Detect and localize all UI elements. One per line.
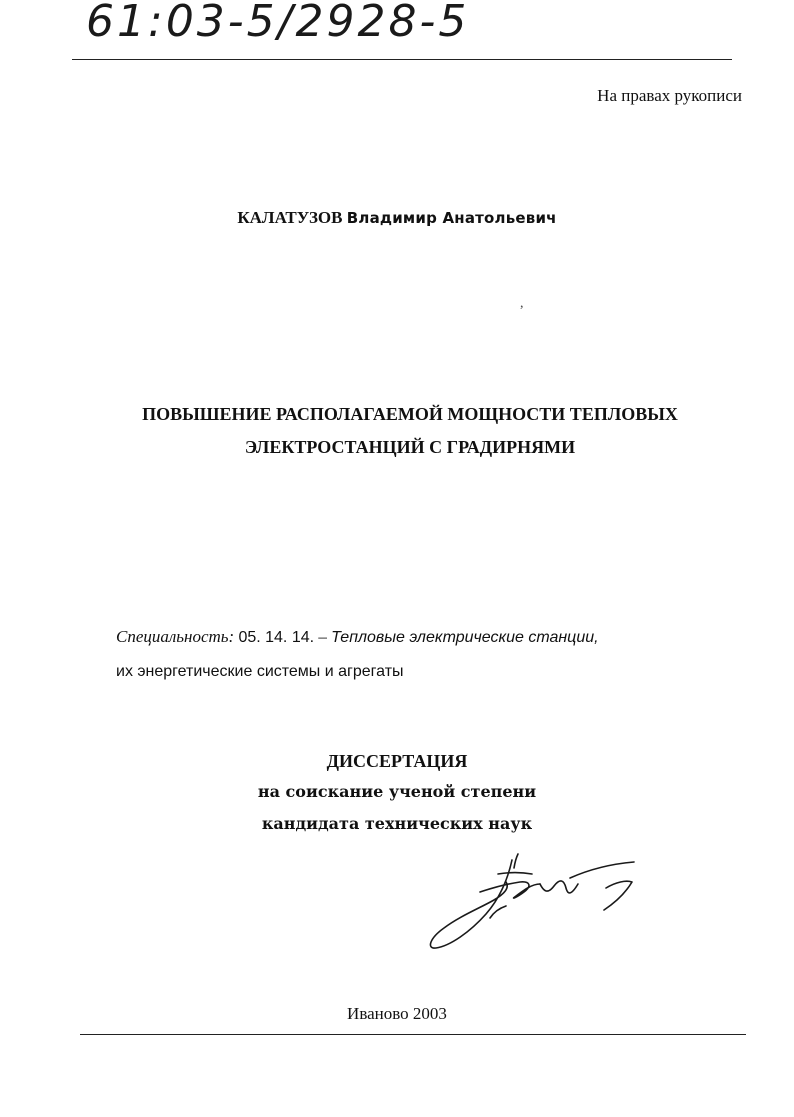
rights-notice: На правах рукописи xyxy=(597,86,742,105)
scan-speck: , xyxy=(520,296,524,311)
specialty-code: 05. 14. 14. xyxy=(238,629,315,646)
dissertation-title xyxy=(120,398,700,464)
author-surname: КАЛАТУЗОВ xyxy=(237,208,343,227)
dissertation-heading: ДИССЕРТАЦИЯ xyxy=(326,751,468,771)
degree-line-2: кандидата технических наук xyxy=(261,814,533,833)
specialty-block xyxy=(116,620,676,689)
title-line-1: ПОВЫШЕНИЕ РАСПОЛАГАЕМОЙ МОЩНОСТИ ТЕПЛОВЫХ xyxy=(142,404,678,424)
dissertation-block xyxy=(0,746,794,840)
catalog-number-handwritten: 61:03-5/2928-5 xyxy=(86,0,470,47)
degree-line-1: на соискание ученой степени xyxy=(257,782,537,801)
specialty-label: Специальность: xyxy=(116,627,235,646)
top-rule xyxy=(72,59,732,60)
specialty-line-1 xyxy=(116,620,676,655)
specialty-description: Тепловые электрические станции, xyxy=(331,629,599,646)
specialty-dash: – xyxy=(318,627,327,646)
handwritten-signature xyxy=(420,848,650,958)
specialty-line-2: их энергетические системы и агрегаты xyxy=(116,663,404,680)
title-line-2: ЭЛЕКТРОСТАНЦИЙ С ГРАДИРНЯМИ xyxy=(244,437,576,457)
bottom-rule xyxy=(80,1034,746,1035)
author-given-names: Владимир Анатольевич xyxy=(346,209,557,227)
place-and-year: Иваново 2003 xyxy=(347,1004,447,1023)
author-name xyxy=(0,208,794,228)
